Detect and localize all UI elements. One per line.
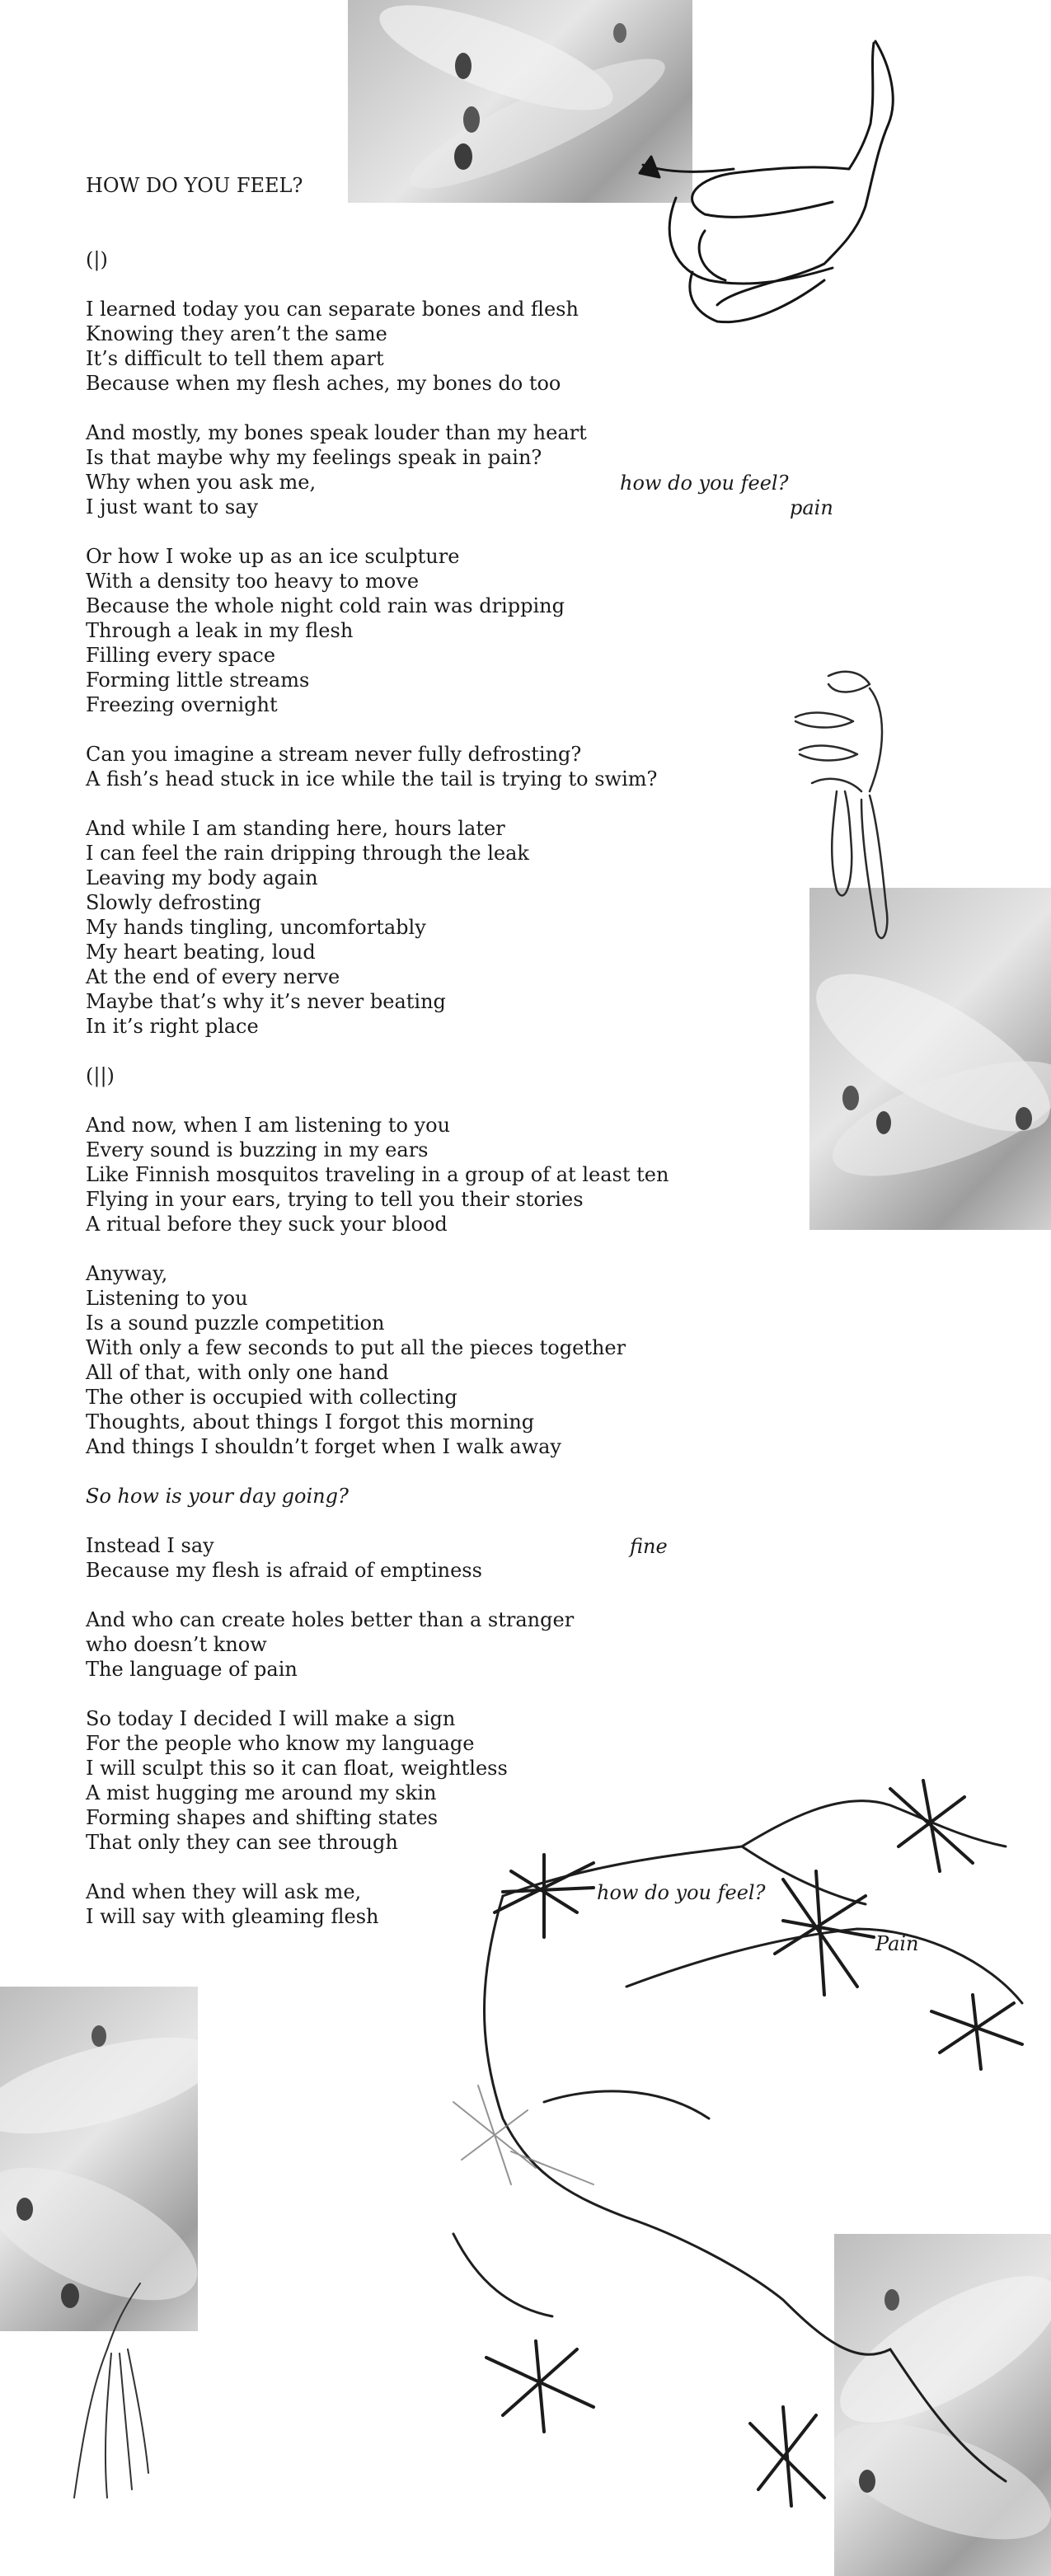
poem-line: Freezing overnight [86,693,278,716]
part-marker-1: (|) [86,248,108,271]
poem-line: Like Finnish mosquitos traveling in a group of at least ten [86,1163,669,1186]
poem-line: I just want to say [86,495,259,518]
day-question: So how is your day going? [86,1485,349,1508]
poem-line: And while I am standing here, hours later [86,817,505,840]
poem-line: Leaving my body again [86,866,318,889]
poem-line: Knowing they aren’t the same [86,322,387,345]
poem-line: And when they will ask me, [86,1880,362,1903]
poem-line: For the people who know my language [86,1732,475,1755]
poem-line: A fish’s head stuck in ice while the tail is trying to swim? [86,767,658,791]
aside-question-1: how do you feel? [620,472,789,495]
poem-line: That only they can see through [86,1831,398,1854]
poem-line: who doesn’t know [86,1633,267,1656]
poem-line: All of that, with only one hand [86,1361,389,1384]
poem-line: A mist hugging me around my skin [86,1781,437,1804]
poem-line: A ritual before they suck your blood [86,1213,448,1236]
poem-line: Maybe that’s why it’s never beating [86,990,446,1013]
aside-question-2: how do you feel? [597,1881,766,1904]
poem-line: Listening to you [86,1287,248,1310]
poem-line: And things I shouldn’t forget when I walk away [86,1435,561,1458]
aside-answer-pain-1: pain [790,496,833,519]
poem-line: Is a sound puzzle competition [86,1311,385,1335]
poem-line: Slowly defrosting [86,891,261,914]
poem-line: Every sound is buzzing in my ears [86,1138,429,1161]
poem-line: With a density too heavy to move [86,570,420,593]
poem-line: With only a few seconds to put all the pieces together [86,1336,626,1359]
poem-line: Why when you ask me, [86,471,317,494]
poem-line: Through a leak in my flesh [86,619,354,642]
hand-ink-drawing-bottom [58,2275,165,2514]
poem-line: Is that maybe why my feelings speak in pain? [86,446,542,469]
poem-line: My hands tingling, uncomfortably [86,916,426,939]
poem-line: The other is occupied with collecting [86,1386,457,1409]
poem-line: Forming little streams [86,669,310,692]
poem-title: HOW DO YOU FEEL? [86,174,303,197]
poem-line: I can feel the rain dripping through the leak [86,842,529,865]
poem-line: In it’s right place [86,1015,259,1038]
poem-line: Because the whole night cold rain was dripping [86,594,565,617]
aside-fine: fine [630,1535,668,1558]
poem-line: The language of pain [86,1658,298,1681]
poem [86,173,828,1929]
poem-line: Thoughts, about things I forgot this morning [86,1410,535,1433]
poem-line: Because my flesh is afraid of emptiness [86,1559,482,1582]
poem-line: And now, when I am listening to you [86,1114,451,1137]
poem-line: And mostly, my bones speak louder than my heart [86,421,587,444]
poem-line: So today I decided I will make a sign [86,1707,456,1730]
poem-line: At the end of every nerve [86,965,340,988]
poem-line: I will sculpt this so it can float, weightless [86,1757,508,1780]
poem-line: I learned today you can separate bones and flesh [86,298,579,321]
poem-line: Instead I say [86,1534,214,1557]
aside-answer-pain-2: Pain [875,1932,919,1955]
poem-line: Or how I woke up as an ice sculpture [86,545,460,568]
poem-line: I will say with gleaming flesh [86,1905,379,1928]
poem-line: My heart beating, loud [86,941,316,964]
poem-line: Filling every space [86,644,276,667]
poem-line: Can you imagine a stream never fully defrosting? [86,743,582,766]
poem-line: Anyway, [86,1262,168,1285]
poem-line: It’s difficult to tell them apart [86,347,384,370]
poem-line: Forming shapes and shifting states [86,1806,439,1829]
poem-line: Because when my flesh aches, my bones do too [86,372,561,395]
part-marker-2: (||) [86,1064,115,1087]
poem-line: And who can create holes better than a stranger [86,1608,575,1631]
poem-line: Flying in your ears, trying to tell you their stories [86,1188,584,1211]
